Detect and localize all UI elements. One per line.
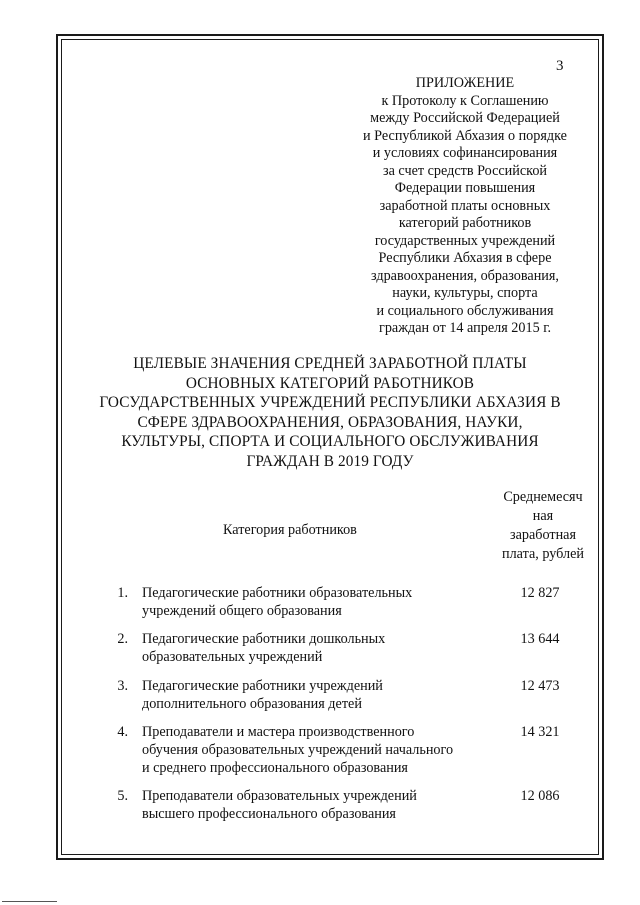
- appendix-line: и условиях софинансирования: [372, 145, 558, 161]
- salary-header-line: заработная: [509, 527, 577, 543]
- row-category: [142, 787, 492, 823]
- category-line: Педагогические работники дошкольных: [142, 631, 386, 647]
- appendix-line: ПРИЛОЖЕНИЕ: [415, 75, 515, 91]
- row-category: [142, 630, 492, 666]
- appendix-line: и социального обслуживания: [376, 302, 554, 319]
- appendix-heading: [340, 75, 590, 338]
- row-salary-value: 13 644: [520, 631, 560, 647]
- category-line: обучения образовательных учреждений начального: [142, 742, 454, 758]
- row-number: 5.: [117, 788, 128, 804]
- title-line: КУЛЬТУРЫ, СПОРТА И СОЦИАЛЬНОГО ОБСЛУЖИВАНИЯ: [121, 433, 539, 450]
- appendix-line: заработной платы основных: [379, 197, 551, 214]
- category-line: Преподаватели образовательных учреждений: [142, 788, 417, 804]
- appendix-line: к Протоколу к Соглашению: [381, 92, 549, 109]
- column-header-category: Категория работников: [223, 522, 357, 538]
- category-line: учреждений общего образования: [142, 603, 342, 619]
- row-salary-value: 12 473: [520, 678, 560, 694]
- title-line: ГОСУДАРСТВЕННЫХ УЧРЕЖДЕНИЙ РЕСПУБЛИКИ АБХАЗИЯ В: [99, 394, 561, 411]
- document-title: [80, 354, 580, 471]
- column-header-salary: [484, 488, 602, 564]
- appendix-line: Федерации повышения: [394, 180, 536, 196]
- row-category: [142, 723, 492, 777]
- title-line: ОСНОВНЫХ КАТЕГОРИЙ РАБОТНИКОВ: [185, 374, 475, 392]
- appendix-line: между Российской Федерацией: [370, 110, 560, 126]
- appendix-line: здравоохранения, образования,: [371, 267, 559, 284]
- row-salary-value: 12 086: [520, 788, 560, 804]
- appendix-line: Республики Абхазия в сфере: [378, 250, 552, 266]
- title-line: СФЕРЕ ЗДРАВООХРАНЕНИЯ, ОБРАЗОВАНИЯ, НАУКИ,: [137, 413, 523, 431]
- footer-rule: [2, 901, 57, 902]
- row-number: 3.: [117, 678, 128, 694]
- appendix-line: государственных учреждений: [374, 232, 556, 249]
- salary-header-line: плата, рублей: [501, 546, 584, 562]
- appendix-line: граждан от 14 апреля 2015 г.: [379, 320, 551, 336]
- row-number: 2.: [117, 631, 128, 647]
- row-category: [142, 584, 492, 620]
- row-salary-value: 12 827: [520, 585, 560, 601]
- title-line: ГРАЖДАН В 2019 ГОДУ: [246, 452, 414, 470]
- appendix-line: за счет средств Российской: [382, 162, 548, 179]
- category-line: и среднего профессионального образования: [142, 760, 408, 776]
- row-number: 1.: [117, 585, 128, 601]
- category-line: дополнительного образования детей: [142, 696, 362, 712]
- row-number: 4.: [117, 724, 128, 740]
- appendix-line: науки, культуры, спорта: [392, 285, 538, 301]
- row-category: [142, 677, 492, 713]
- row-salary-value: 14 321: [520, 724, 560, 740]
- category-line: Преподаватели и мастера производственного: [142, 724, 415, 740]
- category-line: высшего профессионального образования: [142, 806, 396, 822]
- salary-header-line: Среднемесяч: [503, 489, 583, 505]
- appendix-line: и Республикой Абхазия о порядке: [363, 127, 567, 144]
- appendix-line: категорий работников: [398, 215, 532, 231]
- category-line: Педагогические работники учреждений: [142, 678, 383, 694]
- salary-header-line: ная: [532, 508, 554, 524]
- title-line: ЦЕЛЕВЫЕ ЗНАЧЕНИЯ СРЕДНЕЙ ЗАРАБОТНОЙ ПЛАТЫ: [133, 355, 527, 372]
- category-line: образовательных учреждений: [142, 649, 323, 665]
- category-line: Педагогические работники образовательных: [142, 585, 413, 601]
- page-number: 3: [556, 58, 564, 74]
